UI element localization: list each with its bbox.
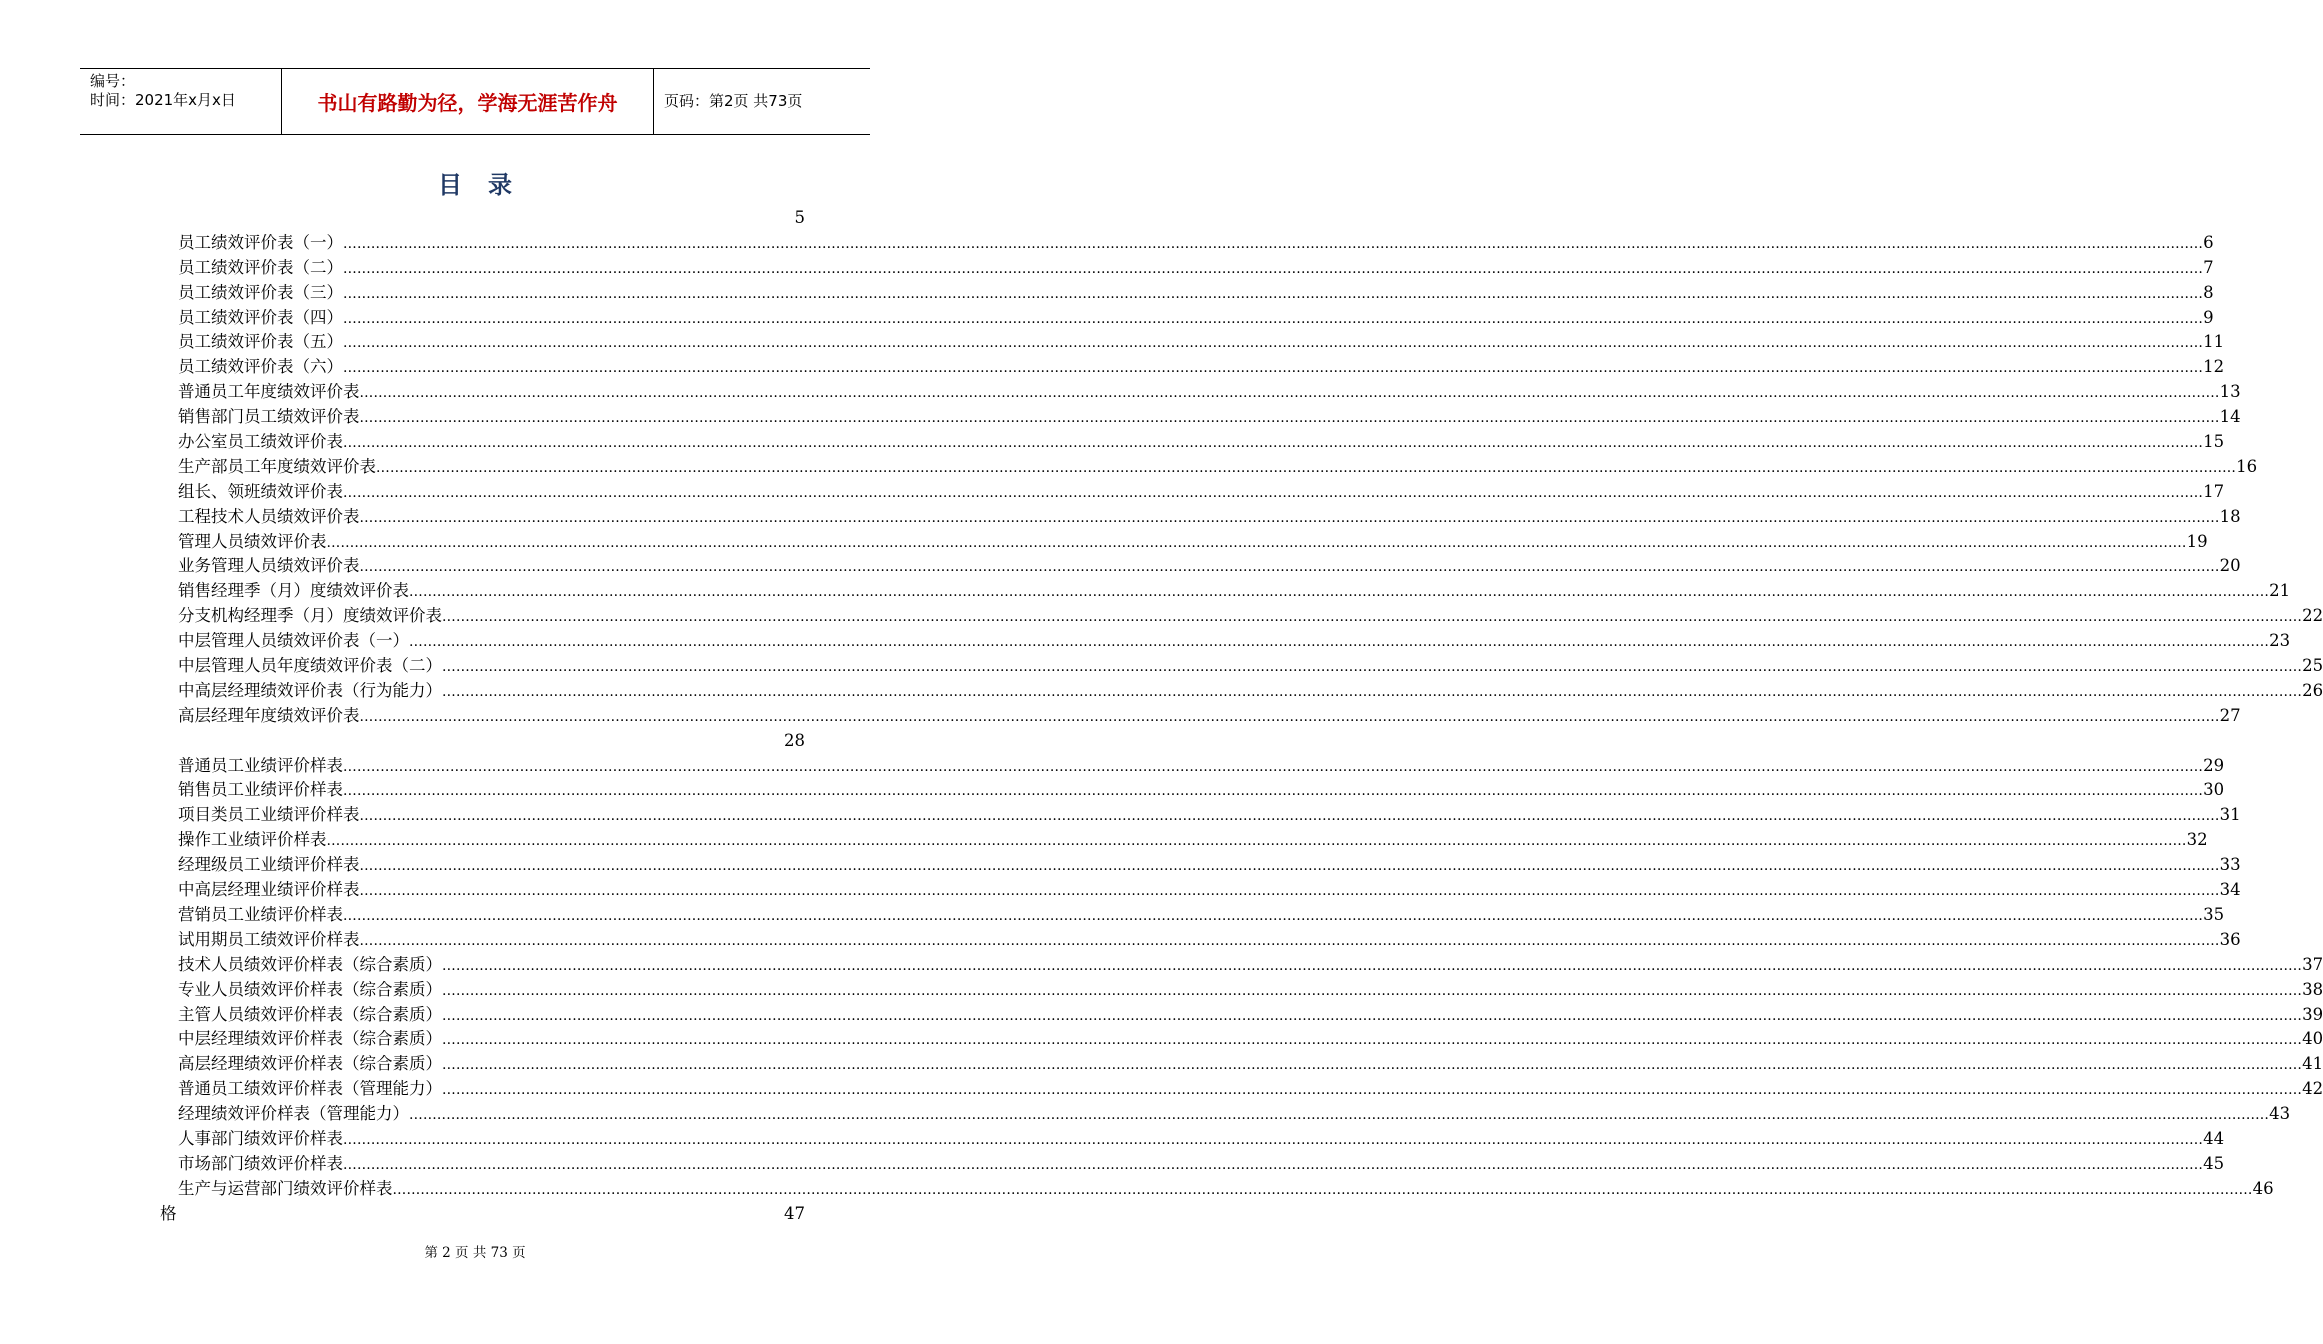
toc-dot-leader: ................................................................................................................................................................................................................................................................................................................................................................................................................	[442, 957, 2303, 974]
toc-dot-leader: ................................................................................................................................................................................................................................................................................................................................................................................................................	[359, 410, 2220, 427]
document-number-label: 编号：	[90, 72, 136, 90]
toc-entry-title: 分支机构经理季（月）度绩效评价表	[178, 606, 442, 626]
header-slogan-cell	[282, 69, 654, 134]
toc-dot-leader: ................................................................................................................................................................................................................................................................................................................................................................................................................	[343, 435, 2204, 452]
toc-dot-leader: ................................................................................................................................................................................................................................................................................................................................................................................................................	[343, 1131, 2204, 1148]
toc-entry[interactable]	[0, 1077, 2323, 1102]
toc-entry[interactable]	[0, 778, 2225, 803]
toc-dot-leader: ................................................................................................................................................................................................................................................................................................................................................................................................................	[442, 982, 2303, 999]
toc-entry-title: 中层经理绩效评价样表（综合素质）	[178, 1029, 442, 1049]
toc-entry-page: 8	[2203, 282, 2214, 302]
toc-entry-page: 31	[2219, 805, 2241, 825]
toc-entry-title: 专业人员绩效评价样表（综合素质）	[178, 979, 442, 999]
toc-entry[interactable]	[0, 380, 2241, 405]
toc-entry[interactable]	[0, 480, 2225, 505]
toc-tail-row	[0, 1202, 950, 1227]
toc-dot-leader: ................................................................................................................................................................................................................................................................................................................................................................................................................	[442, 683, 2303, 700]
toc-entry-title: 销售员工业绩评价样表	[178, 780, 343, 800]
toc-dot-leader: ................................................................................................................................................................................................................................................................................................................................................................................................................	[343, 907, 2204, 924]
toc-entry[interactable]	[0, 405, 2241, 430]
toc-entry-page: 46	[2252, 1178, 2274, 1198]
toc-entry[interactable]	[0, 828, 2208, 853]
toc-dot-leader: ................................................................................................................................................................................................................................................................................................................................................................................................................	[343, 783, 2204, 800]
toc-dot-leader: ................................................................................................................................................................................................................................................................................................................................................................................................................	[343, 1156, 2204, 1173]
toc-entry-page: 27	[2219, 705, 2241, 725]
toc-entry[interactable]	[0, 654, 2323, 679]
toc-entry-title: 人事部门绩效评价样表	[178, 1128, 343, 1148]
toc-entry-page: 36	[2219, 929, 2241, 949]
toc-dot-leader: ................................................................................................................................................................................................................................................................................................................................................................................................................	[409, 634, 2270, 651]
toc-entry-title: 员工绩效评价表（二）	[178, 257, 343, 277]
toc-entry-page: 7	[2203, 257, 2214, 277]
toc-entry[interactable]	[0, 355, 2225, 380]
toc-entry[interactable]	[0, 679, 2323, 704]
toc-dot-leader: ................................................................................................................................................................................................................................................................................................................................................................................................................	[359, 932, 2220, 949]
toc-entry-page: 21	[2269, 581, 2291, 601]
document-date: 时间：2021年x月x日	[90, 91, 236, 109]
toc-entry-page: 6	[2203, 232, 2214, 252]
header-pager-cell	[654, 69, 870, 134]
toc-entry-page: 42	[2302, 1079, 2323, 1099]
toc-entry[interactable]	[0, 1127, 2225, 1152]
toc-entry[interactable]	[0, 928, 2241, 953]
toc-dot-leader: ................................................................................................................................................................................................................................................................................................................................................................................................................	[392, 1181, 2253, 1198]
toc-dot-leader: ................................................................................................................................................................................................................................................................................................................................................................................................................	[359, 385, 2220, 402]
toc-dot-leader: ................................................................................................................................................................................................................................................................................................................................................................................................................	[359, 808, 2220, 825]
toc-entry-page: 39	[2302, 1004, 2323, 1024]
toc-entry-title: 业务管理人员绩效评价表	[178, 556, 360, 576]
toc-entry-title: 经理绩效评价样表（管理能力）	[178, 1104, 409, 1124]
header-page-indicator: 页码：第2页 共73页	[664, 92, 803, 110]
page-footer: 第 2 页 共 73 页	[424, 1245, 526, 1261]
toc-entry-page: 37	[2302, 954, 2323, 974]
toc-dot-leader: ................................................................................................................................................................................................................................................................................................................................................................................................................	[442, 1007, 2303, 1024]
toc-entry-page: 16	[2236, 456, 2258, 476]
toc-dot-leader: ................................................................................................................................................................................................................................................................................................................................................................................................................	[442, 1032, 2303, 1049]
toc-entry[interactable]	[0, 231, 2214, 256]
toc-dot-leader: ................................................................................................................................................................................................................................................................................................................................................................................................................	[359, 559, 2220, 576]
toc-entry[interactable]	[0, 1027, 2323, 1052]
toc-entry[interactable]	[0, 430, 2225, 455]
toc-dot-leader: ................................................................................................................................................................................................................................................................................................................................................................................................................	[343, 285, 2204, 302]
toc-dot-leader: ................................................................................................................................................................................................................................................................................................................................................................................................................	[376, 459, 2237, 476]
toc-entry-title: 管理人员绩效评价表	[178, 531, 327, 551]
toc-entry-title: 员工绩效评价表（六）	[178, 357, 343, 377]
toc-dot-leader: ................................................................................................................................................................................................................................................................................................................................................................................................................	[442, 609, 2303, 626]
toc-dot-leader: ................................................................................................................................................................................................................................................................................................................................................................................................................	[359, 509, 2220, 526]
toc-entry-title: 员工绩效评价表（一）	[178, 232, 343, 252]
toc-entry-page: 43	[2269, 1104, 2291, 1124]
toc-entry[interactable]	[0, 554, 2241, 579]
toc-entry-title: 中高层经理业绩评价样表	[178, 880, 360, 900]
toc-entry-title: 生产与运营部门绩效评价样表	[178, 1178, 393, 1198]
toc-entry[interactable]	[0, 754, 2225, 779]
toc-dot-leader: ................................................................................................................................................................................................................................................................................................................................................................................................................	[326, 534, 2187, 551]
toc-entry[interactable]	[0, 629, 2291, 654]
toc-entry-title: 中层管理人员绩效评价表（一）	[178, 631, 409, 651]
toc-entry[interactable]	[0, 1152, 2225, 1177]
toc-entry-title: 试用期员工绩效评价样表	[178, 929, 360, 949]
toc-entry-page: 25	[2302, 656, 2323, 676]
toc-entry-page: 19	[2186, 531, 2208, 551]
toc-entry[interactable]	[0, 803, 2241, 828]
toc-entry[interactable]	[0, 455, 2258, 480]
toc-entry-page: 29	[2203, 755, 2225, 775]
toc-entry[interactable]	[0, 530, 2208, 555]
toc-entry[interactable]	[0, 579, 2291, 604]
toc-entry-page: 22	[2302, 606, 2323, 626]
toc-entry-title: 中层管理人员年度绩效评价表（二）	[178, 656, 442, 676]
toc-entry-title: 销售部门员工绩效评价表	[178, 407, 360, 427]
toc-dot-leader: ................................................................................................................................................................................................................................................................................................................................................................................................................	[343, 758, 2204, 775]
toc-entry[interactable]	[0, 853, 2241, 878]
toc-entry-page: 9	[2203, 307, 2214, 327]
toc-dot-leader: ................................................................................................................................................................................................................................................................................................................................................................................................................	[409, 584, 2270, 601]
toc-entry-title: 主管人员绩效评价样表（综合素质）	[178, 1004, 442, 1024]
toc-entry-page: 35	[2203, 904, 2225, 924]
header-info-cell	[80, 69, 282, 134]
toc-entry-page: 18	[2219, 506, 2241, 526]
toc-dot-leader: ................................................................................................................................................................................................................................................................................................................................................................................................................	[326, 833, 2187, 850]
toc-dot-leader: ................................................................................................................................................................................................................................................................................................................................................................................................................	[343, 235, 2204, 252]
toc-entry[interactable]	[0, 953, 2323, 978]
toc-tail-text: 格	[160, 1203, 177, 1223]
header-slogan: 书山有路勤为径，学海无涯苦作舟	[317, 91, 618, 115]
toc-entry-page: 44	[2203, 1128, 2225, 1148]
toc-entry-title: 高层经理绩效评价样表（综合素质）	[178, 1054, 442, 1074]
toc-entry-title: 技术人员绩效评价样表（综合素质）	[178, 954, 442, 974]
toc-entry-page: 23	[2269, 631, 2291, 651]
toc-page-number: 47	[784, 1203, 805, 1223]
toc-page-number: 5	[794, 208, 805, 227]
toc-entry-title: 经理级员工业绩评价样表	[178, 855, 360, 875]
toc-entry-title: 组长、领班绩效评价表	[178, 481, 343, 501]
toc-entry-page: 15	[2203, 432, 2225, 452]
toc-entry[interactable]	[0, 281, 2214, 306]
toc-entry-page: 11	[2203, 332, 2225, 352]
toc-entry-title: 员工绩效评价表（五）	[178, 332, 343, 352]
toc-entry-title: 项目类员工业绩评价样表	[178, 805, 360, 825]
toc-entry-title: 生产部员工年度绩效评价表	[178, 456, 376, 476]
toc-entry[interactable]	[0, 330, 2225, 355]
toc-entry-page: 26	[2302, 680, 2323, 700]
table-of-contents	[0, 206, 2323, 1227]
toc-entry-title: 普通员工绩效评价样表（管理能力）	[178, 1079, 442, 1099]
toc-entry-page: 30	[2203, 780, 2225, 800]
toc-entry[interactable]	[0, 505, 2241, 530]
toc-dot-leader: ................................................................................................................................................................................................................................................................................................................................................................................................................	[343, 260, 2204, 277]
toc-entry[interactable]	[0, 878, 2241, 903]
toc-entry-title: 员工绩效评价表（四）	[178, 307, 343, 327]
toc-entry-page: 13	[2219, 382, 2241, 402]
toc-entry-page: 20	[2219, 556, 2241, 576]
toc-entry-title: 普通员工年度绩效评价表	[178, 382, 360, 402]
page-header	[80, 68, 870, 135]
toc-entry-page: 33	[2219, 855, 2241, 875]
toc-entry-page: 40	[2302, 1029, 2323, 1049]
toc-entry-title: 操作工业绩评价样表	[178, 830, 327, 850]
toc-entry[interactable]	[0, 306, 2214, 331]
toc-entry-page: 12	[2203, 357, 2225, 377]
toc-entry-title: 中高层经理绩效评价表（行为能力）	[178, 680, 442, 700]
toc-entry-title: 营销员工业绩评价样表	[178, 904, 343, 924]
toc-entry[interactable]	[0, 1052, 2323, 1077]
toc-dot-leader: ................................................................................................................................................................................................................................................................................................................................................................................................................	[343, 335, 2204, 352]
toc-entry[interactable]	[0, 1003, 2323, 1028]
toc-dot-leader: ................................................................................................................................................................................................................................................................................................................................................................................................................	[343, 484, 2204, 501]
toc-dot-leader: ................................................................................................................................................................................................................................................................................................................................................................................................................	[409, 1107, 2270, 1124]
toc-entry-page: 32	[2186, 830, 2208, 850]
toc-entry[interactable]	[0, 978, 2323, 1003]
toc-entry-page: 14	[2219, 407, 2241, 427]
toc-dot-leader: ................................................................................................................................................................................................................................................................................................................................................................................................................	[359, 858, 2220, 875]
toc-entry[interactable]	[0, 1102, 2291, 1127]
toc-section-row	[0, 729, 950, 754]
toc-dot-leader: ................................................................................................................................................................................................................................................................................................................................................................................................................	[442, 659, 2303, 676]
toc-entry-title: 办公室员工绩效评价表	[178, 432, 343, 452]
toc-section-row	[0, 206, 950, 231]
toc-entry-page: 17	[2203, 481, 2225, 501]
toc-dot-leader: ................................................................................................................................................................................................................................................................................................................................................................................................................	[343, 360, 2204, 377]
toc-dot-leader: ................................................................................................................................................................................................................................................................................................................................................................................................................	[442, 1057, 2303, 1074]
toc-dot-leader: ................................................................................................................................................................................................................................................................................................................................................................................................................	[359, 708, 2220, 725]
toc-dot-leader: ................................................................................................................................................................................................................................................................................................................................................................................................................	[343, 310, 2204, 327]
toc-entry-page: 38	[2302, 979, 2323, 999]
toc-entry[interactable]	[0, 704, 2241, 729]
toc-entry-page: 34	[2219, 880, 2241, 900]
toc-entry-title: 工程技术人员绩效评价表	[178, 506, 360, 526]
toc-entry[interactable]	[0, 903, 2225, 928]
toc-page-number: 28	[784, 730, 805, 750]
toc-entry-page: 41	[2302, 1054, 2323, 1074]
toc-entry-title: 销售经理季（月）度绩效评价表	[178, 581, 409, 601]
toc-dot-leader: ................................................................................................................................................................................................................................................................................................................................................................................................................	[359, 883, 2220, 900]
toc-title: 目录	[438, 171, 538, 199]
toc-entry-title: 市场部门绩效评价样表	[178, 1153, 343, 1173]
toc-entry-page: 45	[2203, 1153, 2225, 1173]
toc-entry[interactable]	[0, 1177, 2274, 1202]
toc-entry[interactable]	[0, 256, 2214, 281]
toc-entry-title: 高层经理年度绩效评价表	[178, 705, 360, 725]
toc-entry-title: 员工绩效评价表（三）	[178, 282, 343, 302]
toc-entry[interactable]	[0, 604, 2323, 629]
toc-dot-leader: ................................................................................................................................................................................................................................................................................................................................................................................................................	[442, 1082, 2303, 1099]
toc-entry-title: 普通员工业绩评价样表	[178, 755, 343, 775]
